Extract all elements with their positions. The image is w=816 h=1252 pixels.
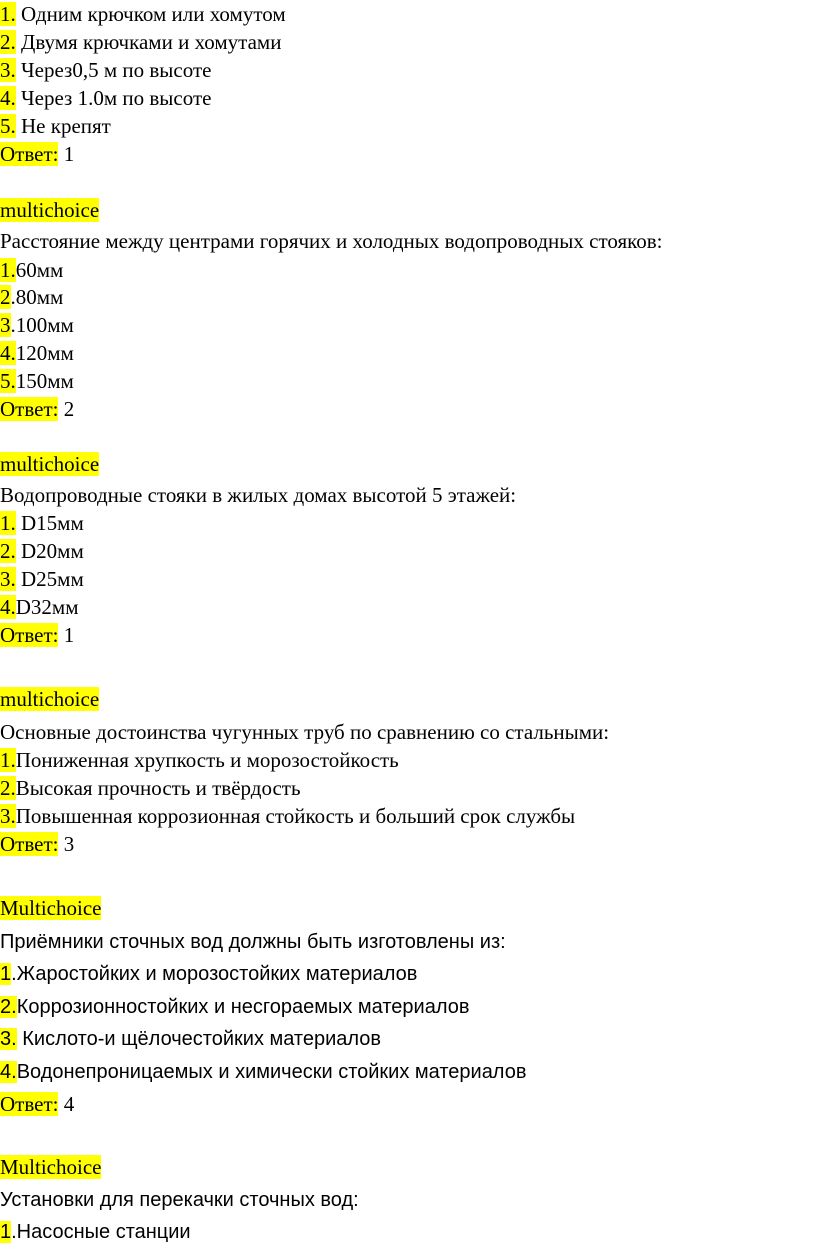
- option-number: 2.: [0, 539, 16, 563]
- option-number: 3.: [0, 58, 16, 82]
- answer-label: Ответ:: [0, 623, 59, 647]
- option-text: .100мм: [10, 313, 74, 337]
- option-line: [0, 311, 74, 339]
- option-line: [0, 960, 417, 988]
- option-line: [0, 56, 211, 84]
- option-text: D32мм: [15, 595, 79, 619]
- option-number: 1.: [0, 511, 16, 535]
- option-number: 4.: [0, 595, 16, 619]
- option-text: Через0,5 м по высоте: [15, 58, 212, 82]
- option-line: [0, 339, 74, 367]
- option-number: 5.: [0, 114, 16, 138]
- option-text: .Насосные станции: [11, 1221, 191, 1243]
- option-number: 4.: [0, 86, 16, 110]
- option-text: D25мм: [15, 567, 84, 591]
- answer-value: 1: [58, 623, 75, 647]
- answer-line: [0, 621, 74, 649]
- option-number: 1.: [0, 258, 16, 282]
- option-line: [0, 283, 63, 311]
- option-text: Высокая прочность и твёрдость: [15, 776, 301, 800]
- option-number: 2.: [0, 30, 16, 54]
- option-number: 1: [0, 963, 12, 985]
- option-line: [0, 1218, 191, 1246]
- option-text: Кислото-и щёлочестойких материалов: [16, 1028, 382, 1050]
- option-text: D20мм: [15, 539, 84, 563]
- option-number: 4.: [0, 1061, 17, 1083]
- option-number: 3.: [0, 1028, 17, 1050]
- option-text: Одним крючком или хомутом: [15, 2, 286, 26]
- question-type-label: multichoice: [0, 452, 100, 476]
- option-text: D15мм: [15, 511, 84, 535]
- option-text: Пониженная хрупкость и морозостойкость: [15, 748, 399, 772]
- option-line: [0, 367, 74, 395]
- option-number: 5.: [0, 369, 16, 393]
- question-type: [0, 894, 101, 922]
- question-type-label: Multichoice: [0, 1155, 102, 1179]
- answer-line: [0, 830, 74, 858]
- option-text: .Жаростойких и морозостойких материалов: [11, 963, 418, 985]
- option-line: [0, 112, 111, 140]
- answer-line: [0, 140, 74, 168]
- question-text: Водопроводные стояки в жилых домах высотой 5 этажей:: [0, 483, 517, 507]
- answer-value: 4: [58, 1092, 75, 1116]
- question-type-label: multichoice: [0, 687, 100, 711]
- option-text: 150мм: [15, 369, 74, 393]
- option-number: 2.: [0, 776, 16, 800]
- option-text: Не крепят: [15, 114, 111, 138]
- option-text: .80мм: [10, 285, 64, 309]
- question-text: Приёмники сточных вод должны быть изготовлены из:: [0, 931, 506, 953]
- option-line: [0, 593, 79, 621]
- option-number: 2.: [0, 996, 17, 1018]
- option-line: [0, 509, 84, 537]
- option-line: [0, 565, 84, 593]
- option-number: 3.: [0, 567, 16, 591]
- answer-value: 2: [58, 397, 75, 421]
- question-type: [0, 450, 99, 478]
- option-text: Через 1.0м по высоте: [15, 86, 212, 110]
- option-text: 120мм: [15, 341, 74, 365]
- option-line: [0, 993, 469, 1021]
- option-number: 2: [0, 285, 11, 309]
- question-type: [0, 685, 99, 713]
- option-line: [0, 1058, 526, 1086]
- option-line: [0, 1025, 381, 1053]
- option-line: [0, 28, 281, 56]
- option-number: 3: [0, 313, 11, 337]
- answer-label: Ответ:: [0, 832, 59, 856]
- option-text: Двумя крючками и хомутами: [15, 30, 282, 54]
- option-text: Коррозионностойких и несгораемых материалов: [16, 996, 470, 1018]
- answer-label: Ответ:: [0, 1092, 59, 1116]
- question-text: Основные достоинства чугунных труб по сравнению со стальными:: [0, 720, 610, 744]
- question-text: Расстояние между центрами горячих и холодных водопроводных стояков:: [0, 229, 663, 253]
- option-text: Водонепроницаемых и химически стойких материалов: [16, 1061, 527, 1083]
- option-text: 60мм: [15, 258, 64, 282]
- option-line: [0, 746, 399, 774]
- option-line: [0, 802, 575, 830]
- answer-value: 1: [58, 142, 75, 166]
- question-text: Установки для перекачки сточных вод:: [0, 1189, 359, 1211]
- answer-line: [0, 1090, 74, 1118]
- answer-label: Ответ:: [0, 142, 59, 166]
- option-number: 1.: [0, 748, 16, 772]
- option-line: [0, 774, 301, 802]
- question-type-label: multichoice: [0, 198, 100, 222]
- question-type-label: Multichoice: [0, 896, 102, 920]
- option-line: [0, 537, 84, 565]
- option-number: 1.: [0, 2, 16, 26]
- option-line: [0, 0, 286, 28]
- option-line: [0, 84, 211, 112]
- option-number: 4.: [0, 341, 16, 365]
- option-line: [0, 256, 63, 284]
- question-type: [0, 1153, 101, 1181]
- answer-label: Ответ:: [0, 397, 59, 421]
- question-type: [0, 196, 99, 224]
- answer-value: 3: [58, 832, 75, 856]
- option-number: 1: [0, 1221, 12, 1243]
- option-text: Повышенная коррозионная стойкость и больший срок службы: [15, 804, 576, 828]
- option-number: 3.: [0, 804, 16, 828]
- answer-line: [0, 395, 74, 423]
